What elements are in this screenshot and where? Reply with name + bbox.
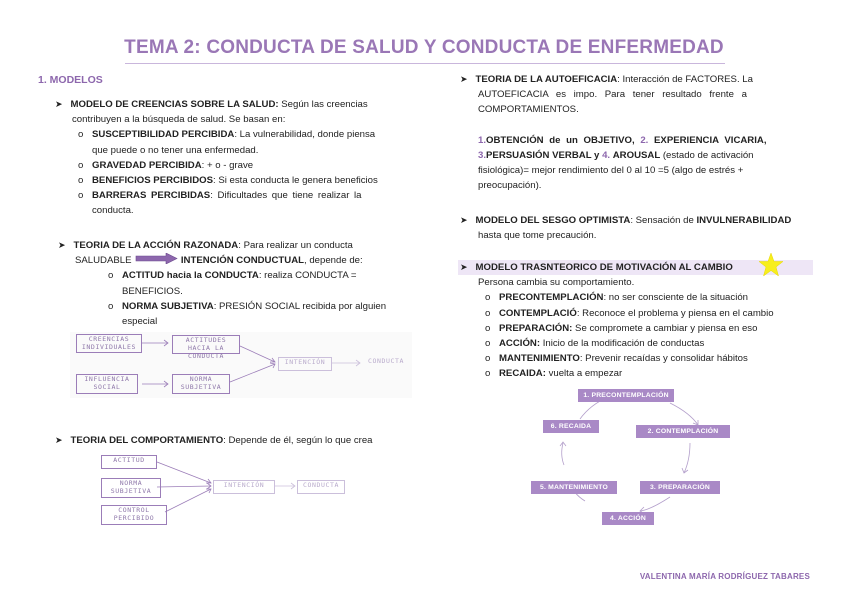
comportamiento-text: : Depende de él, según lo que crea [223,435,373,446]
sesgo-bold: INVULNERABILIDAD [696,215,792,226]
arrow-bullet-icon: ➤ [460,262,468,272]
cycle-stage-2: 2. CONTEMPLACIÓN [636,425,730,438]
circle-bullet-icon: o [485,307,491,319]
stage-label: CONTEMPLACIÓ [499,307,577,319]
factor-number: 2. [640,134,649,146]
creencias-individuales-box: CREENCIAS INDIVIDUALES [76,334,142,353]
page-title: TEMA 2: CONDUCTA DE SALUD Y CONDUCTA DE ENFERMEDAD [124,37,724,58]
factor-label: OBTENCIÓN de un OBJETIVO, [486,134,635,146]
comportamiento-diagram [95,450,347,527]
factor-label: PERSUASIÓN VERBAL y [486,149,600,161]
razonada-diagram [70,332,412,398]
sesgo-text: : Sensación de [630,215,697,226]
conducta-box: CONDUCTA [367,357,405,365]
autoeficacia-block [460,72,812,193]
razonada-item-label: ACTITUD hacia la CONDUCTA [122,270,259,282]
circle-bullet-icon: o [485,292,491,304]
razonada-block [58,238,408,329]
stage-label: MANTENIMIENTO [499,353,580,365]
circle-bullet-icon: o [78,159,84,171]
creencias-item-text: : + o - grave [201,159,254,171]
creencias-item-label: SUSCEPTIBILIDAD PERCIBIDA [92,129,235,141]
razonada-saludable: SALUDABLE [75,255,132,267]
factor-number: 4. [602,149,611,161]
autoeficacia-head: TEORIA DE LA AUTOEFICACIA [475,74,618,85]
sesgo-head: MODELO DEL SESGO OPTIMISTA [475,215,631,226]
razonada-item-text: : realiza CONDUCTA = [258,270,357,282]
stage-label: PREPARACIÓN: [499,322,573,334]
circle-bullet-icon: o [485,338,491,350]
intencion-box: INTENCIÓN [213,480,275,494]
control-percibido-box: CONTROL PERCIBIDO [101,505,167,525]
conducta-box: CONDUCTA [297,480,345,494]
circle-bullet-icon: o [485,322,491,334]
creencias-block [55,97,407,219]
creencias-item-text: : La vulnerabilidad, donde piensa [234,129,376,141]
cycle-stage-3: 3. PREPARACIÓN [640,481,720,494]
autoeficacia-text: preocupación). [478,180,542,192]
razonada-item-label: NORMA SUBJETIVA [122,300,214,312]
stage-text: : Prevenir recaídas y consolidar hábitos [579,353,748,365]
transteorico-head: MODELO TRASNTEORICO DE MOTIVACIÓN AL CAMBIO [475,262,733,273]
autoeficacia-text: AUTOEFICACIA es impo. Para tener resultado frente a [478,89,747,101]
creencias-item-label: BARRERAS PERCIBIDAS [92,190,211,202]
stage-text: Se compromete a cambiar y piensa en eso [572,322,758,334]
arrow-bullet-icon: ➤ [460,74,468,84]
fat-arrow-icon [134,253,178,264]
factor-number: 3. [478,149,487,161]
circle-bullet-icon: o [108,270,114,282]
stage-label: ACCIÓN: [499,338,541,350]
norma-subjetiva-box: NORMA SUBJETIVA [101,478,161,498]
creencias-item-label: GRAVEDAD PERCIBIDA [92,159,202,171]
circle-bullet-icon: o [485,368,491,380]
creencias-text2: contribuyen a la búsqueda de salud. Se basan en: [72,114,286,126]
factor-label: AROUSAL [612,149,661,161]
transteorico-block [460,260,812,382]
arrow-bullet-icon: ➤ [460,215,468,225]
circle-bullet-icon: o [485,353,491,365]
comportamiento-block [55,433,405,448]
actitud-box: ACTITUD [101,455,157,469]
creencias-item-label: BENEFICIOS PERCIBIDOS [92,175,214,187]
razonada-item-text: BENEFICIOS. [122,285,183,297]
transteorico-list [460,290,812,381]
factor-label: EXPERIENCIA VICARIA, [654,134,767,146]
creencias-text: Según las creencias [278,99,368,110]
razonada-head: TEORIA DE LA ACCIÓN RAZONADA [73,240,239,251]
circle-bullet-icon: o [78,175,84,187]
razonada-item-text: especial [122,316,158,328]
cycle-stage-6: 6. RECAIDA [543,420,599,433]
norma-subjetiva-box: NORMA SUBJETIVA [172,374,230,394]
sesgo-block [460,213,812,243]
cycle-arrows [520,385,750,530]
autoeficacia-text: COMPORTAMIENTOS. [478,104,579,116]
cycle-stage-4: 4. ACCIÓN [602,512,654,525]
circle-bullet-icon: o [108,300,114,312]
autoeficacia-text: (estado de activación [662,149,754,161]
stage-text: : no ser consciente de la situación [603,292,748,304]
creencias-item-text: : Si esta conducta le genera beneficios [213,175,378,187]
creencias-head: MODELO DE CREENCIAS SOBRE LA SALUD: [70,99,279,110]
arrow-bullet-icon: ➤ [55,435,63,445]
creencias-item-text: : Dificultades que tiene realizar la [210,190,362,202]
autoeficacia-text: fisiológica)= mejor rendimiento del 0 al 10 =5 (algo de estrés + [478,165,744,177]
razonada-item-text: : PRESIÓN SOCIAL recibida por alguien [213,300,387,312]
cycle-stage-5: 5. MANTENIMIENTO [531,481,617,494]
comportamiento-head: TEORIA DEL COMPORTAMIENTO [70,435,224,446]
influencia-social-box: INFLUENCIA SOCIAL [76,374,138,394]
circle-bullet-icon: o [78,190,84,202]
stage-text: : Reconoce el problema y piensa en el cambio [576,307,774,319]
factor-number: 1. [478,134,487,146]
stage-text: Inicio de la modificación de conductas [540,338,705,350]
creencias-item-text: conducta. [92,205,134,217]
stage-label: PRECONTEMPLACIÓN [499,292,604,304]
author-footer: VALENTINA MARÍA RODRÍGUEZ TABARES [639,572,810,581]
razonada-intencion: INTENCIÓN CONDUCTUAL [180,255,304,267]
actitudes-box: ACTITUDES HACIA LA CONDUCTA [172,335,240,354]
transteorico-intro: Persona cambia su comportamiento. [478,277,635,289]
arrow-bullet-icon: ➤ [55,99,63,109]
stage-label: RECAIDA: [499,368,546,380]
circle-bullet-icon: o [78,129,84,141]
creencias-list [55,127,407,218]
autoeficacia-text: : Interacción de FACTORES. La [617,74,753,85]
razonada-text: : Para realizar un conducta [238,240,353,251]
stage-text: vuelta a empezar [545,368,623,380]
sesgo-text: hasta que tome precaución. [478,230,597,242]
razonada-depende: , depende de: [304,255,363,267]
cycle-stage-1: 1. PRECONTEMPLACIÓN [578,389,674,402]
arrow-bullet-icon: ➤ [58,240,66,250]
section-heading: 1. MODELOS [38,74,103,86]
creencias-item-text: que puede o no tener una enfermedad. [92,144,259,156]
intencion-box: INTENCIÓN [278,357,332,371]
title-divider [125,63,725,64]
